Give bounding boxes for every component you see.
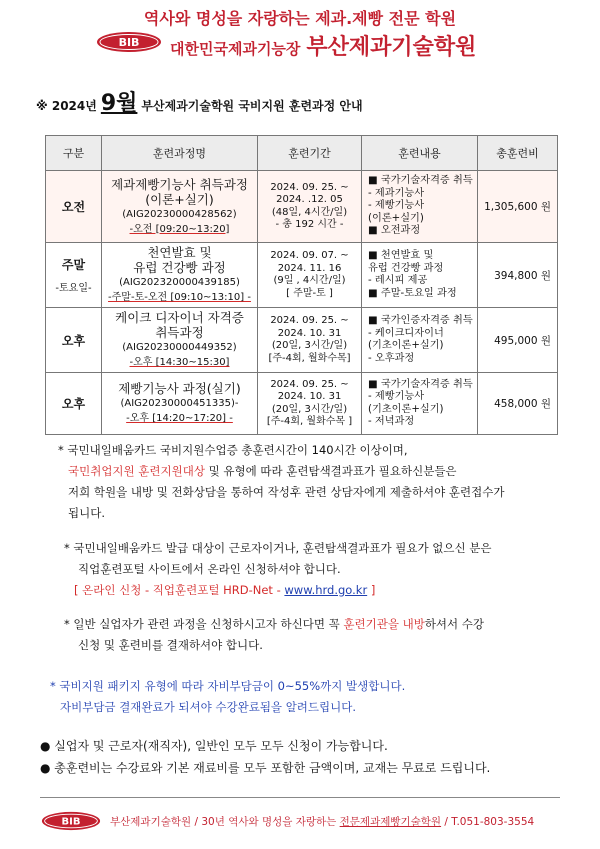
column-header: 훈련과정명 <box>102 136 258 171</box>
heading-title: 부산제과기술학원 국비지원 훈련과정 안내 <box>141 99 363 113</box>
row-category: 주말 -토요일- <box>46 243 102 308</box>
course-content: ■ 천연발효 및 유럽 건강빵 과정 - 레시피 제공 ■ 주말-토요일 과정 <box>362 243 478 308</box>
table-header-row <box>46 136 558 171</box>
svg-text:BIB: BIB <box>61 816 81 828</box>
course-fee: 394,800 원 <box>478 243 558 308</box>
table-row <box>46 308 558 373</box>
course-period: 2024. 09. 25. ~ 2024. .12. 05 (48일, 4시간/일) - 총 192 시간 - <box>258 171 362 243</box>
course-table <box>45 135 558 435</box>
course-fee: 1,305,600 원 <box>478 171 558 243</box>
course-period: 2024. 09. 25. ~ 2024. 10. 31 (20일, 3시간/일) [주-4회, 월화수목] <box>258 308 362 373</box>
course-name: 케이크 디자이너 자격증 취득과정 (AIG20230000449352) -오후 [14:30~15:30] <box>102 308 258 373</box>
course-content: ■ 국가기술자격증 취득 - 제빵기능사 (기초이론+실기) - 저녁과정 <box>362 373 478 435</box>
heading-month: 9월 <box>100 91 138 116</box>
column-header: 훈련기간 <box>258 136 362 171</box>
footer-divider <box>40 797 560 798</box>
course-fee: 458,000 원 <box>478 373 558 435</box>
course-name: 제과제빵기능사 취득과정 (이론+실기) (AIG20230000428562) -오전 [09:20~13:20] <box>102 171 258 243</box>
page-heading <box>36 86 363 117</box>
hrd-net-link[interactable]: www.hrd.go.kr <box>284 583 368 597</box>
header-slogan: 역사와 명성을 자랑하는 제과.제빵 전문 학원 <box>143 9 457 28</box>
course-content: ■ 국가기술자격증 취득 - 제과기능사 - 제빵기능사 (이론+실기) ■ 오전과정 <box>362 171 478 243</box>
table-row <box>46 243 558 308</box>
org-name <box>170 30 476 61</box>
course-content: ■ 국가인증자격증 취득 - 케이크디자이너 (기초이론+실기) - 오후과정 <box>362 308 478 373</box>
footer-info: 부산제과기술학원 / 30년 역사와 명성을 자랑하는 전문제과제빵기술학원 / T.051-803-3554 <box>110 816 535 828</box>
bullet-fee-info: ● 총훈련비는 수강료와 기본 재료비를 모두 포함한 금액이며, 교재는 무료로 드립니다. <box>40 761 491 775</box>
bullet-eligibility: ● 실업자 및 근로자(재직자), 일반인 모두 모두 신청이 가능합니다. <box>40 739 388 753</box>
column-header: 총훈련비 <box>478 136 558 171</box>
row-category: 오후 <box>46 373 102 435</box>
bib-logo <box>96 31 162 53</box>
footer-bib-logo <box>40 811 102 831</box>
org-title-big: 부산제과기술학원 <box>306 35 477 60</box>
table-row <box>46 373 558 435</box>
bullet-notes <box>40 735 490 779</box>
note-self-payment: * 국비지원 패키지 유형에 따라 자비부담금이 0~55%까지 발생합니다. 자비부담금 결재완료가 되셔야 수강완료됨을 알려드립니다. <box>50 679 406 714</box>
note-online-application: * 국민내일배움카드 발급 대상이 근로자이거나, 훈련탐색결과표가 필요가 없으신 분은 직업훈련포털 사이트에서 온라인 신청하셔야 합니다. [ 온라인 신청 - 직업훈련포털 HRD-Net - www.hrd.go.kr ] <box>64 541 492 597</box>
row-category: 오후 <box>46 308 102 373</box>
heading-prefix: ※ 2024년 <box>36 99 97 113</box>
org-title-small: 대한민국제과기능장 <box>170 40 301 58</box>
row-category: 오전 <box>46 171 102 243</box>
course-fee: 495,000 원 <box>478 308 558 373</box>
course-period: 2024. 09. 25. ~ 2024. 10. 31 (20일, 3시간/일) [주-4회, 월화수목 ] <box>258 373 362 435</box>
note-highlight: 국민취업지원 훈련지원대상 <box>68 464 205 478</box>
svg-text:BIB: BIB <box>118 36 140 49</box>
course-period: 2024. 09. 07. ~ 2024. 11. 16 (9일 , 4시간/일) [ 주말-토 ] <box>258 243 362 308</box>
note-unemployed: * 일반 실업자가 관련 과정을 신청하시고자 하신다면 꼭 훈련기관을 내방하셔서 수강 신청 및 훈련비를 결재하셔야 합니다. <box>64 617 485 652</box>
course-name: 천연발효 및 유럽 건강빵 과정 (AIG202320000439185) -주말-토-오전 [09:10~13:10] - <box>102 243 258 308</box>
table-row <box>46 171 558 243</box>
column-header: 구분 <box>46 136 102 171</box>
note-training-search: * 국민내일배움카드 국비지원수업증 총훈련시간이 140시간 이상이며, 국민취업지원 훈련지원대상 및 유형에 따라 훈련탐색결과표가 필요하신분들은 저희 학원을 내방 및 전화상담을 통하여 작성후 관련 상담자에게 제출하셔야 훈련접수가 됩니다. <box>58 443 505 520</box>
column-header: 훈련내용 <box>362 136 478 171</box>
course-name: 제빵기능사 과정(실기) (AIG20230000451335)- -오후 [14:20~17:20] - <box>102 373 258 435</box>
